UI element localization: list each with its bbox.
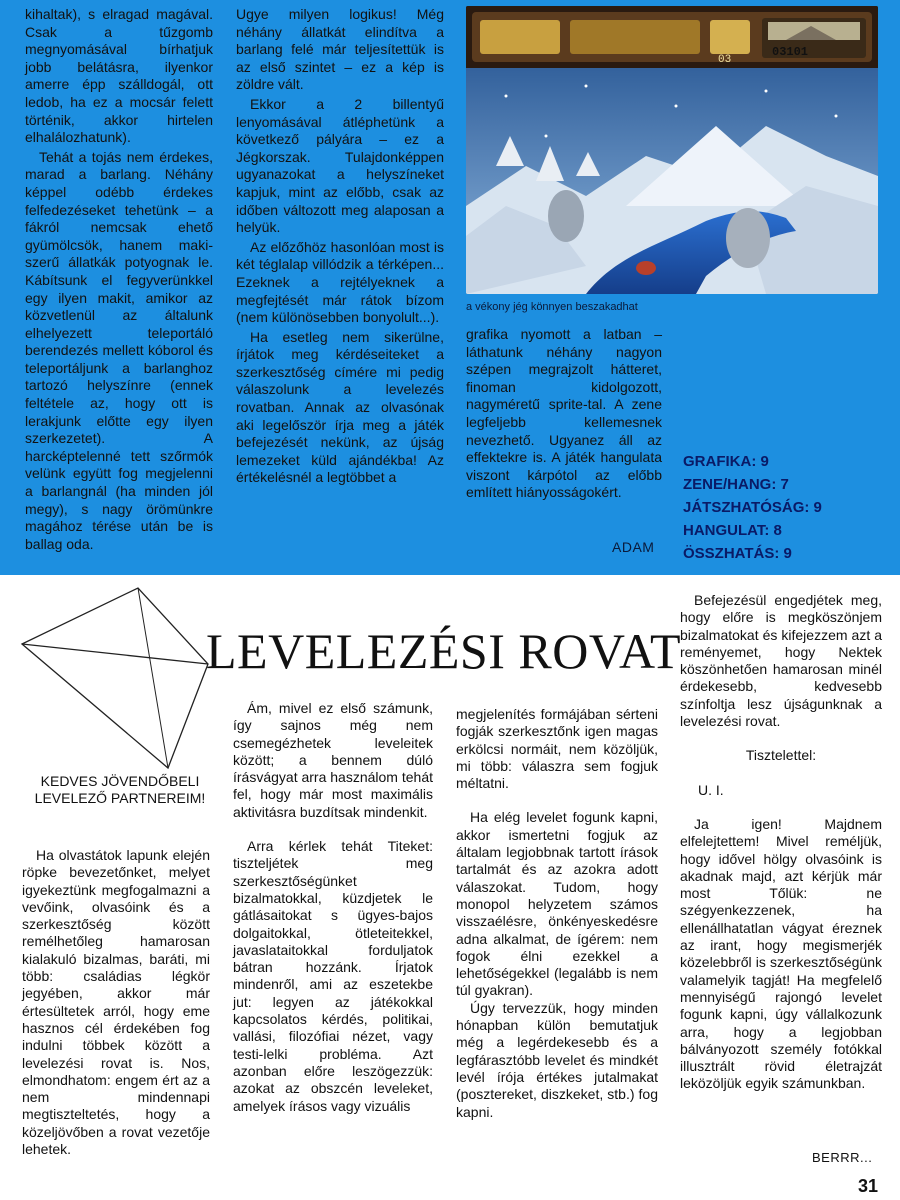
letters-paragraph: Befejezésül engedjétek meg, hogy előre is megköszönjem bizalmatokat és kifejezzem azt a reményemet, hogy Nektek köszönhetően hamarosan minél érdekesebb, kedvesebb színfoltja lesz újságunknak a levelezési rovat. xyxy=(680,592,882,730)
letters-closing: Tisztelettel: xyxy=(745,747,817,764)
review-paragraph: Ugye milyen logikus! Még néhány állatkát elindítva a barlang felé már teljesítettük is az első szintet – ez a kép is zöldre vált. xyxy=(236,6,444,93)
review-paragraph: Ekkor a 2 billentyű lenyomásával átléphetünk a következő pályára – ez a Jégkorszak. Tulajdonképpen ugyanazokat a helyszíneket kapjuk, mint az előbb, csak az időben változott meg alaposan a helyük. xyxy=(236,95,444,236)
letters-paragraph: Ám, mivel ez első számunk, így sajnos még nem csemegézhetek leveleitek között; a bennem dúló írásvágyat arra használom tehát fel, hogy már most maximális aktivitásra buzdítsak mindenkit. xyxy=(233,700,433,820)
letters-paragraph: Arra kérlek tehát Titeket: tiszteljétek meg szerkesztőségünket bizalmatokkal, küzdjetek le gátlásaitokat s ügyes-bajos dolgaitokkal, ötleteitekkel, javaslataitokkal forduljatok bátran hozzánk. Írjatok mindenről, ami az eszetekbe jut: legyen az játékokkal kapcsolatos kérdés, politikai, vallási, filozófiai nézet, vagy testi-lelki probléma. Azt azonban előre leszögezzük: azokat az obszcén leveleket, amelyek írásos vagy vizuális xyxy=(233,838,433,1114)
letters-initials: U. I. xyxy=(698,781,724,798)
review-column-1 xyxy=(25,6,213,553)
review-author: ADAM xyxy=(612,539,655,555)
envelope-icon xyxy=(18,584,218,774)
rating-hangulat: HANGULAT: 8 xyxy=(683,522,782,539)
review-paragraph: Az előzőhöz hasonlóan most is két téglalap villódzik a térképen... Ezeknek a rejtélyeknek a megfejtését már rátok bízom (nem különösebben bonyolult...). xyxy=(236,238,444,326)
review-column-3 xyxy=(466,326,662,502)
page-number: 31 xyxy=(858,1176,879,1196)
letters-column-1 xyxy=(22,847,210,1158)
ratings-box xyxy=(683,450,822,565)
game-screenshot xyxy=(466,6,878,294)
letters-paragraph: Úgy tervezzük, hogy minden hónapban külön bemutatjuk még a legérdekesebb és a legfárasztóbb levelet és mindkét levél írója értékes jutalmakat (posztereket, diszkeket, stb.) fog kapni. xyxy=(456,999,658,1120)
letters-column-3 xyxy=(456,706,658,1121)
letters-salutation: KEDVES JÖVENDŐBELI LEVELEZŐ PARTNEREIM! xyxy=(34,773,206,806)
review-paragraph: grafika nyomott a latban – láthatunk néhány nagyon szépen megrajzolt hátteret, finoman kidolgozott, nagyméretű sprite-tal. A zene legfeljebb kellemesnek nevezhető. Ugyanez áll az effektekre is. A játék hangulata viszont kárpótol az előbb említett hiányosságokért. xyxy=(466,326,662,501)
hud-lives: 03 xyxy=(718,54,732,66)
letters-paragraph: Ha olvastátok lapunk elején röpke bevezetőnket, melyet igyekeztünk megfogalmazni a vevőink, olvasóink és a szerkesztőség között remélhetőleg hamarosan kialakuló bizalmas, baráti, mi több: családias légkör jegyében, akkor már értesültetek arról, hogy eme hasznos cél érdekében fog indulni többek között a levelezési rovat is. Nos, elmondhatom: engem ért az a nem mindennapi megtiszteltetés, hogy a közeljövőben a rovat vezetője lehetek. xyxy=(22,847,210,1158)
hud-score: 03101 xyxy=(772,45,809,59)
screenshot-caption: a vékony jég könnyen beszakadhat xyxy=(466,301,638,313)
letters-postscript: Ja igen! Majdnem elfelejtettem! Mivel reméljük, hogy idővel hölgy olvasóink is akadnak majd, azt kérjük már most Tőlük: ne szégyenkezzenek, ha ellenállhatatlan vágyat éreznek az irant, hogy megismerjék közelebbről is szerkesztőségünk valamelyik tagját! Ha megfelelő mennyiségű rajongó levelet fogunk kapni, úgy vállalkozunk arra, hogy a legjobban bálványozott személy fotókkal illusztrált rövid életrajzát leközöljük egyik számunkban. xyxy=(680,815,882,1092)
review-column-2 xyxy=(236,6,444,487)
review-paragraph: Ha esetleg nem sikerülne, írjátok meg kérdéseiteket a szerkesztőség címére mi pedig válaszolunk a levelezés rovatban. Annak az olvasónak aki legelőször írja meg a játék befejezését nekünk, az újság lemezeket küld ajándékba! Az értékelésnél a legtöbbet a xyxy=(236,328,444,486)
letters-paragraph: megjelenítés formájában sérteni fogják szerkesztőnk igen magas erkölcsi normáit, nem közöljük, mi több: válaszra sem fogjuk méltatni. xyxy=(456,706,658,792)
game-scene-illustration xyxy=(466,6,878,294)
rating-grafika: GRAFIKA: 9 xyxy=(683,453,769,470)
letters-paragraph: Ha elég levelet fogunk kapni, akkor ismertetni fogjuk az általam legjobbnak tartott írások tartalmát és az azokra adott válaszokat. Tudom, hogy monopol helyzetem számos visszaélésre, önkényeskedésre adna alkalmat, de ígérem: nem fogok élni ezekkel a lehetőségekkel (legalább is nem túl gyakran). xyxy=(456,809,658,999)
letters-column-4 xyxy=(680,592,882,1093)
rating-osszhatas: ÖSSZHATÁS: 9 xyxy=(683,545,792,562)
review-paragraph: kihaltak), s elragad magával. Csak a tűzgomb megnyomásával bírhatjuk jobb belátásra, ilyenkor amerre épp szálldogál, ott ledob, ha ez a mocsár felett történik, akkor hirtelen elhalálozhatunk). xyxy=(25,6,213,146)
section-headline: LEVELEZÉSI ROVAT xyxy=(206,623,682,679)
review-paragraph: Tehát a tojás nem érdekes, marad a barlang. Néhány képpel odébb érdekes felfedezéseket tehetünk – a fákról nemcsak ehető gyümölcsök, hanem maki-szerű állatkák potyognak le. Kábítsunk el fegyverünkkel egy ilyen makit, amikor az közvetlenül az általunk elhelyezett teleportáló berendezés mellett kóborol és teleportáljunk a barlanghoz tartozó helyszínre (ennek feltétele az, hogy ott is lerakjunk előtte egy ilyen szerkezetet). A harcképtelenné tett szőrmók velünk együtt fog megjelenni a barlangnál (ha minden jól megy), s nagy örömünkre magához térése után be is ballag oda. xyxy=(25,148,213,552)
rating-zene-hang: ZENE/HANG: 7 xyxy=(683,476,789,493)
letters-signature: BERRR... xyxy=(812,1150,873,1165)
letters-column-2 xyxy=(233,700,433,1115)
rating-jatszhatosag: JÁTSZHATÓSÁG: 9 xyxy=(683,499,822,516)
